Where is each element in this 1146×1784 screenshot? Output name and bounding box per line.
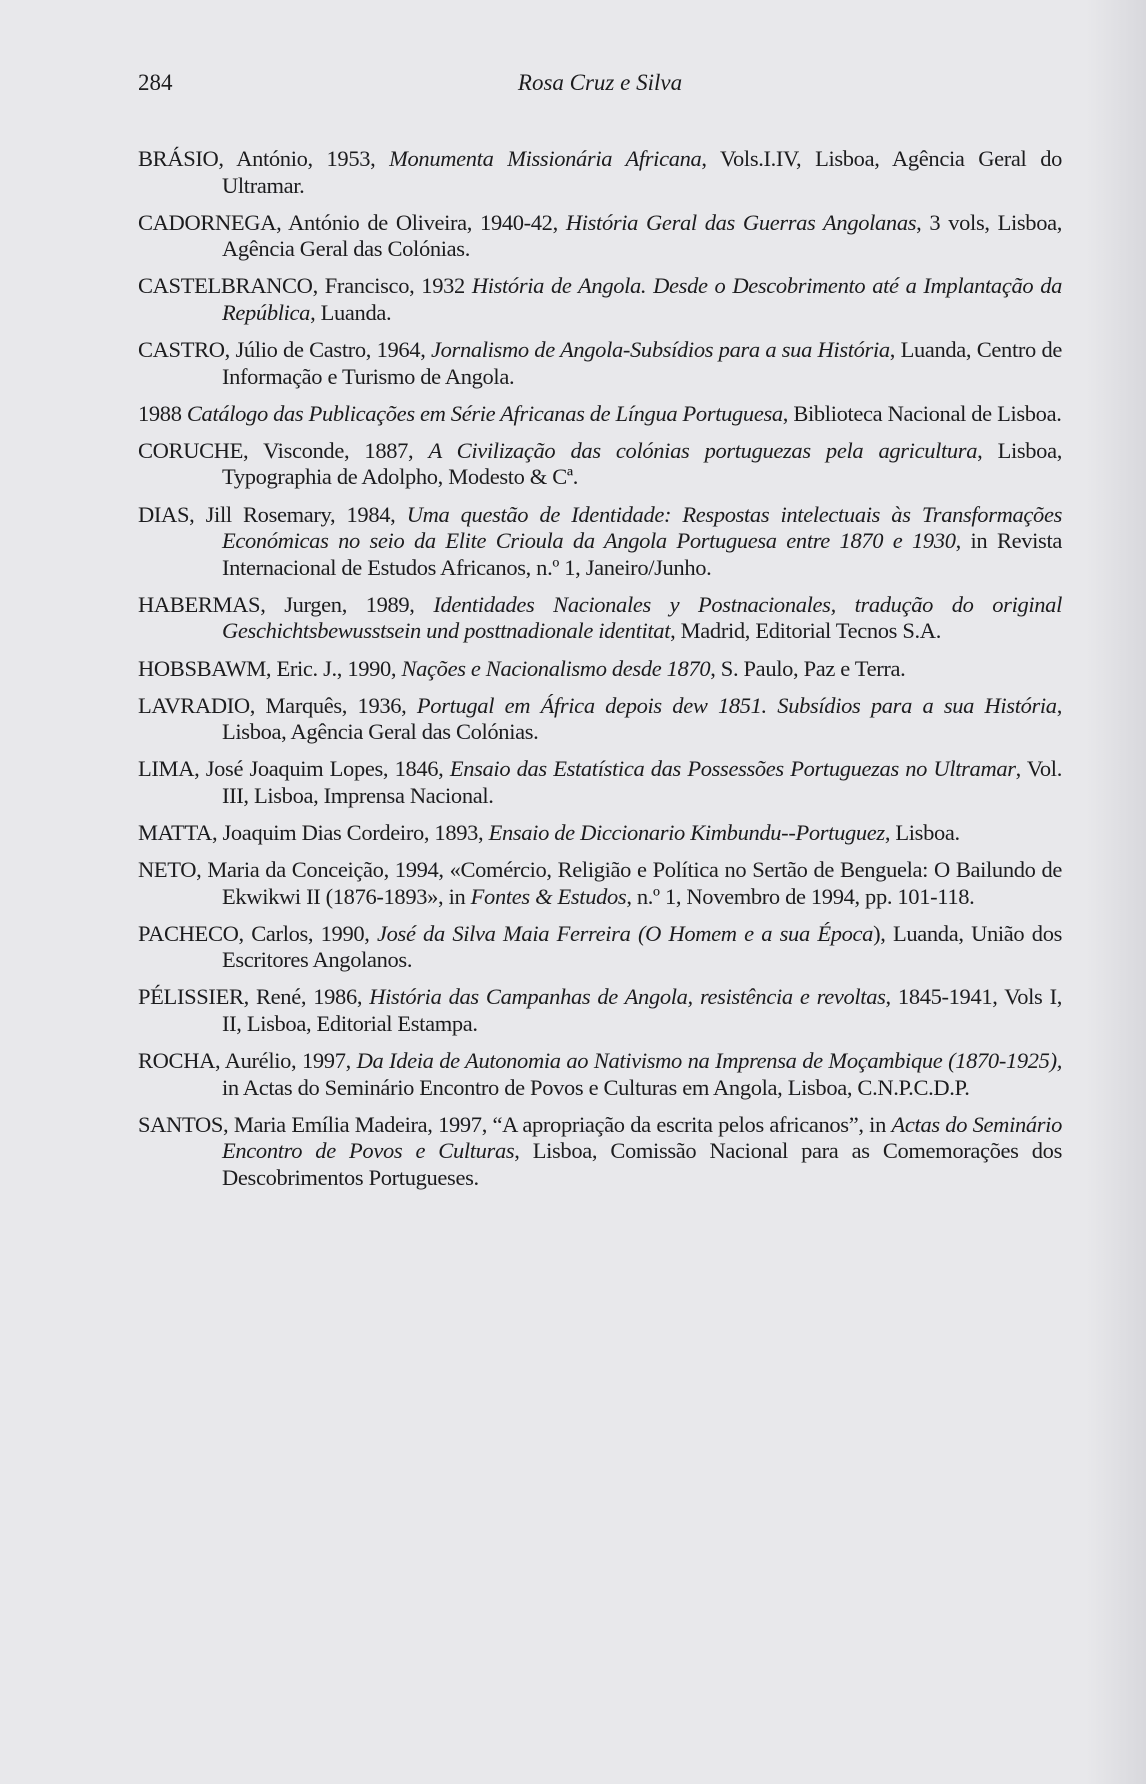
entry-text: LAVRADIO, Marquês, 1936,	[138, 692, 417, 718]
entry-title-italic: Jornalismo de Angola-Subsídios para a sua História	[431, 337, 890, 363]
entry-title-italic: Catálogo das Publicações em Série Africanas de Língua Portuguesa	[186, 400, 783, 426]
page-number: 284	[138, 70, 173, 95]
entry-text: , 3 vols, Lisboa, Agência Geral das Colónias.	[222, 209, 1063, 262]
entry-text: , Luanda, Centro de Informação e Turismo de Angola.	[222, 337, 1062, 389]
bibliography-entry	[138, 921, 1062, 974]
entry-title-italic: Ensaio de Diccionario Kimbundu--Portuguez	[488, 819, 885, 845]
entry-text: , in Revista Internacional de Estudos Africanos, n.º 1, Janeiro/Junho.	[222, 528, 1062, 580]
entry-text: , Biblioteca Nacional de Lisboa.	[782, 400, 1062, 426]
entry-text: ROCHA, Aurélio, 1997,	[138, 1048, 357, 1074]
entry-title-italic: José da Silva Maia Ferreira (O Homem e a sua Época	[377, 920, 874, 946]
bibliography-entry	[138, 273, 1062, 326]
entry-text: HABERMAS, Jurgen, 1989,	[138, 591, 434, 617]
entry-title-italic: Fontes & Estudos	[470, 883, 627, 909]
bibliography-entry	[138, 210, 1062, 263]
entry-text: SANTOS, Maria Emília Madeira, 1997, “A apropriação da escrita pelos africanos”, in	[138, 1111, 892, 1137]
entry-text: PACHECO, Carlos, 1990,	[138, 920, 377, 946]
bibliography-entry	[138, 1048, 1062, 1101]
entry-text: , Vol. III, Lisboa, Imprensa Nacional.	[222, 756, 1062, 808]
entry-text: NETO, Maria da Conceição, 1994, «Comércio, Religião e Política no Sertão de Benguela: O Bailundo de Ekwikwi II (1876-1893», in	[138, 857, 1062, 909]
entry-text: , S. Paulo, Paz e Terra.	[710, 655, 906, 681]
bibliography-entry	[138, 146, 1062, 199]
entry-text: , Luanda.	[310, 299, 392, 325]
bibliography-list	[138, 146, 1062, 1202]
entry-text: , Madrid, Editorial Tecnos S.A.	[670, 618, 941, 644]
entry-title-italic: Nações e Nacionalismo desde 1870	[401, 655, 711, 681]
entry-title-italic: História Geral das Guerras Angolanas	[565, 209, 917, 235]
entry-text: , 1845-1941, Vols I, II, Lisboa, Editorial Estampa.	[222, 984, 1063, 1037]
entry-text: ), Luanda, União dos Escritores Angolanos.	[222, 920, 1063, 973]
entry-text: , n.º 1, Novembro de 1994, pp. 101-118.	[626, 883, 975, 909]
entry-title-italic: Identidades Nacionales y Postnacionales, tradução do original Geschichtsbewusstsein und posttnadionale identitat	[222, 591, 1062, 644]
entry-text: HOBSBAWM, Eric. J., 1990,	[138, 655, 402, 681]
entry-title-italic: Monumenta Missionária Africana	[389, 146, 702, 171]
bibliography-entry	[138, 502, 1062, 582]
bibliography-entry	[138, 820, 1062, 847]
entry-text: PÉLISSIER, René, 1986,	[138, 984, 370, 1010]
entry-title-italic: História de Angola. Desde o Descobrimento até a Implantação da República	[222, 273, 1062, 325]
entry-text: in Actas do Seminário Encontro de Povos e Culturas em Angola, Lisboa, C.N.P.C.D.P.	[222, 1074, 970, 1100]
bibliography-entry	[138, 756, 1062, 809]
entry-text: CORUCHE, Visconde, 1887,	[138, 437, 429, 463]
entry-text: , Lisboa.	[884, 819, 960, 845]
entry-text: MATTA, Joaquim Dias Cordeiro, 1893,	[138, 819, 489, 845]
running-title: Rosa Cruz e Silva	[517, 70, 683, 95]
entry-text: DIAS, Jill Rosemary, 1984,	[138, 501, 407, 527]
bibliography-entry	[138, 401, 1062, 428]
page-header	[138, 70, 1062, 100]
entry-text: , Lisboa, Comissão Nacional para as Comemorações dos Descobrimentos Portugueses.	[222, 1138, 1062, 1190]
bibliography-entry	[138, 656, 1062, 683]
entry-text: LIMA, José Joaquim Lopes, 1846,	[138, 756, 450, 782]
entry-title-italic: Uma questão de Identidade: Respostas intelectuais às Transformações Económicas no seio da Elite Crioula da Angola Portuguesa entre 1870 e 1930	[222, 501, 1062, 554]
entry-title-italic: Ensaio das Estatística das Possessões Portuguezas no Ultramar	[449, 756, 1016, 782]
entry-text: , Lisboa, Typographia de Adolpho, Modesto & Cª.	[222, 437, 1062, 490]
entry-text: , Lisboa, Agência Geral das Colónias.	[222, 692, 1062, 745]
entry-title-italic: Portugal em África depois dew 1851. Subsídios para a sua História	[416, 692, 1057, 718]
page-edge-shadow	[1086, 0, 1146, 1784]
bibliography-entry	[138, 693, 1062, 746]
bibliography-entry	[138, 438, 1062, 491]
bibliography-entry	[138, 857, 1062, 910]
entry-text: CASTELBRANCO, Francisco, 1932	[138, 273, 472, 299]
entry-text: 1988	[138, 400, 187, 426]
entry-title-italic: História das Campanhas de Angola, resistência e revoltas	[369, 984, 886, 1010]
entry-title-italic: Actas do Seminário Encontro de Povos e Culturas	[222, 1111, 1062, 1164]
entry-text: , Vols.I.IV, Lisboa, Agência Geral do Ultramar.	[222, 146, 1062, 198]
entry-text: CASTRO, Júlio de Castro, 1964,	[138, 337, 432, 363]
entry-title-italic: A Civilização das colónias portuguezas pela agricultura	[428, 437, 978, 463]
bibliography-entry	[138, 1112, 1062, 1192]
bibliography-entry	[138, 592, 1062, 645]
bibliography-entry	[138, 984, 1062, 1037]
entry-title-italic: Da Ideia de Autonomia ao Nativismo na Imprensa de Moçambique (1870-1925),	[356, 1048, 1062, 1074]
bibliography-entry	[138, 337, 1062, 390]
entry-text: CADORNEGA, António de Oliveira, 1940-42,	[138, 209, 566, 235]
entry-text: BRÁSIO, António, 1953,	[138, 146, 390, 171]
